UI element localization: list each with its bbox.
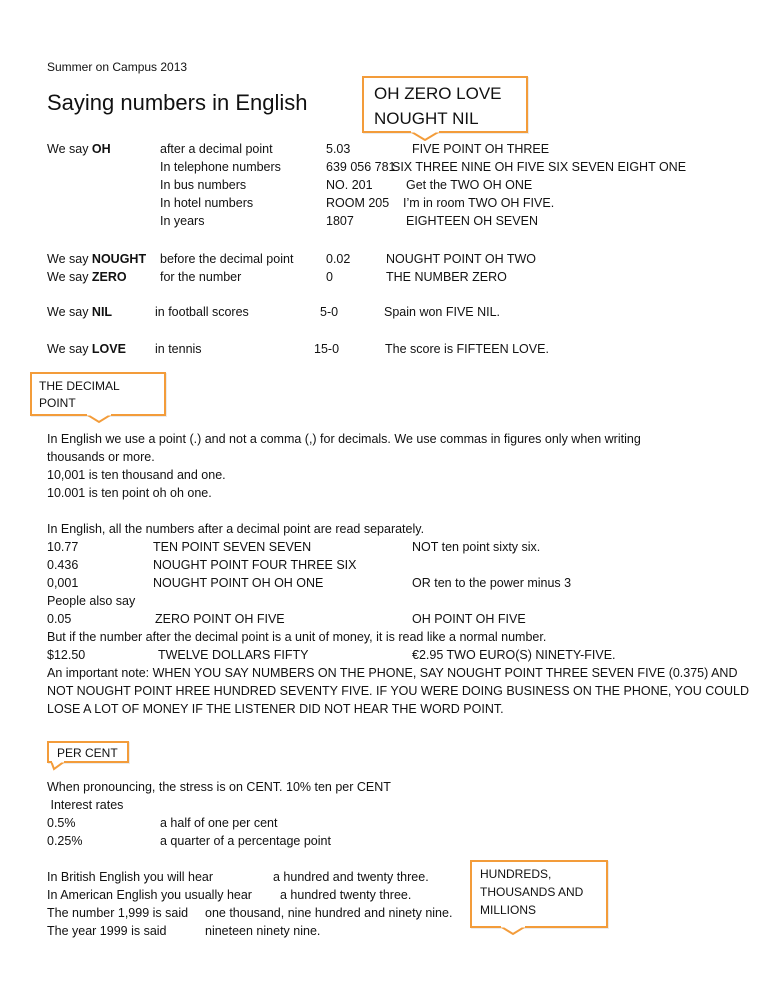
use-item: before the decimal point — [160, 252, 294, 266]
paragraph-line: An important note: WHEN YOU SAY NUMBERS ON THE PHONE, SAY NOUGHT POINT THREE SEVEN FIVE (0.375) AND — [47, 666, 738, 680]
page-title: Saying numbers in English — [47, 90, 308, 115]
callout-line: PER CENT — [57, 746, 118, 760]
callout-line: OH ZERO LOVE — [374, 84, 502, 103]
hundreds-said: a hundred twenty three. — [280, 888, 412, 902]
decimal-number: 0.05 — [47, 612, 72, 626]
callout-tail — [51, 761, 73, 769]
oh-uses — [160, 140, 281, 230]
decimal-said: ZERO POINT OH FIVE — [155, 612, 285, 626]
label-nought-zero — [47, 250, 146, 286]
paragraph-line: 10.001 is ten point oh oh one. — [47, 486, 212, 500]
use-item: after a decimal point — [160, 142, 273, 156]
nought-spoken — [386, 250, 536, 286]
decimal-said: NOUGHT POINT OH OH ONE — [153, 576, 324, 590]
example-item: 0.02 — [326, 252, 351, 266]
oh-examples — [326, 140, 396, 230]
callout-line: HUNDREDS, — [480, 867, 552, 881]
paragraph-line: NOT NOUGHT POINT HREE HUNDRED SEVENTY FIVE. IF YOU WERE DOING BUSINESS ON THE PHONE, YOU COULD — [47, 684, 749, 698]
nil-example: 5-0 — [320, 305, 339, 319]
decimal-said: NOUGHT POINT FOUR THREE SIX — [153, 558, 357, 572]
callout-decimal-point — [30, 372, 166, 416]
spoken-item: FIVE POINT OH THREE — [412, 142, 550, 156]
percent-interest: Interest rates — [47, 798, 124, 812]
nought-uses — [160, 250, 293, 286]
decimal-separately: In English, all the numbers after a decimal point are read separately. — [47, 522, 425, 536]
callout-line: MILLIONS — [480, 903, 537, 917]
hundreds-label: In British English you will hear — [47, 870, 214, 884]
label-nil: We say NIL — [47, 305, 113, 319]
use-item: In telephone numbers — [160, 160, 281, 174]
decimal-said: TWELVE DOLLARS FIFTY — [158, 648, 309, 662]
spoken-item: SIX THREE NINE OH FIVE SIX SEVEN EIGHT ONE — [392, 160, 687, 174]
paragraph-line: LOSE A LOT OF MONEY IF THE LISTENER DID NOT HEAR THE WORD POINT. — [47, 702, 504, 716]
nil-use: in football scores — [155, 305, 249, 319]
label-oh: We say OH — [47, 142, 111, 156]
decimal-said: TEN POINT SEVEN SEVEN — [153, 540, 312, 554]
use-item: In hotel numbers — [160, 196, 254, 210]
decimal-intro — [47, 430, 641, 502]
hundreds-label: In American English you usually hear — [47, 888, 252, 902]
use-item: for the number — [160, 270, 242, 284]
love-spoken: The score is FIFTEEN LOVE. — [385, 342, 549, 356]
decimal-number: 0.436 — [47, 558, 79, 572]
hundreds-said: a hundred and twenty three. — [273, 870, 429, 884]
callout-line: THOUSANDS AND — [480, 885, 584, 899]
example-item: 0 — [326, 270, 333, 284]
use-item: In years — [160, 214, 205, 228]
example-item: 5.03 — [326, 142, 351, 156]
callout-oh-zero-love — [362, 76, 528, 133]
decimal-note: €2.95 TWO EURO(S) NINETY-FIVE. — [412, 648, 616, 662]
label-nought: We say NOUGHT — [47, 252, 147, 266]
callout-tail — [86, 414, 108, 422]
callout-line: POINT — [39, 396, 76, 410]
decimal-note: NOT ten point sixty six. — [412, 540, 541, 554]
paragraph-line: In English we use a point (.) and not a comma (,) for decimals. We use commas in figures only when writing — [47, 432, 641, 446]
decimal-number: 0,001 — [47, 576, 79, 590]
decimal-important-note — [47, 664, 749, 718]
hundreds-said: nineteen ninety nine. — [205, 924, 321, 938]
percent-said: a half of one per cent — [160, 816, 278, 830]
spoken-item: THE NUMBER ZERO — [386, 270, 507, 284]
hundreds-label: The year 1999 is said — [47, 924, 167, 938]
hundreds-label: The number 1,999 is said — [47, 906, 189, 920]
spoken-item: Get the TWO OH ONE — [406, 178, 533, 192]
example-item: ROOM 205 — [326, 196, 390, 210]
use-item: In bus numbers — [160, 178, 247, 192]
callout-hundreds — [470, 860, 608, 928]
spoken-item: EIGHTEEN OH SEVEN — [406, 214, 538, 228]
percent-said: a quarter of a percentage point — [160, 834, 331, 848]
callout-tail — [500, 926, 522, 934]
paragraph-line: 10,001 is ten thousand and one. — [47, 468, 226, 482]
percent-number: 0.25% — [47, 834, 83, 848]
nought-examples — [326, 250, 350, 286]
hundreds-said: one thousand, nine hundred and ninety nine. — [205, 906, 453, 920]
decimal-note: OH POINT OH FIVE — [412, 612, 526, 626]
callout-per-cent — [47, 741, 129, 763]
decimal-number: $12.50 — [47, 648, 86, 662]
decimal-money-intro: But if the number after the decimal point is a unit of money, it is read like a normal number. — [47, 630, 547, 644]
label-love: We say LOVE — [47, 342, 126, 356]
percent-stress: When pronouncing, the stress is on CENT. 10% ten per CENT — [47, 780, 391, 794]
callout-line: THE DECIMAL — [39, 379, 120, 393]
label-zero: We say ZERO — [47, 270, 127, 284]
callout-tail — [410, 131, 432, 139]
spoken-item: I’m in room TWO OH FIVE. — [403, 196, 555, 210]
love-use: in tennis — [155, 342, 202, 356]
paragraph-line: thousands or more. — [47, 450, 155, 464]
love-example: 15-0 — [314, 342, 340, 356]
header-text: Summer on Campus 2013 — [47, 60, 188, 74]
spoken-item: NOUGHT POINT OH TWO — [386, 252, 537, 266]
nil-spoken: Spain won FIVE NIL. — [384, 305, 501, 319]
example-item: NO. 201 — [326, 178, 373, 192]
decimal-note: OR ten to the power minus 3 — [412, 576, 572, 590]
example-item: 639 056 781 — [326, 160, 396, 174]
oh-spoken — [392, 140, 687, 230]
callout-line: NOUGHT NIL — [374, 109, 479, 128]
decimal-also: People also say — [47, 594, 136, 608]
percent-number: 0.5% — [47, 816, 76, 830]
example-item: 1807 — [326, 214, 354, 228]
decimal-number: 10.77 — [47, 540, 79, 554]
